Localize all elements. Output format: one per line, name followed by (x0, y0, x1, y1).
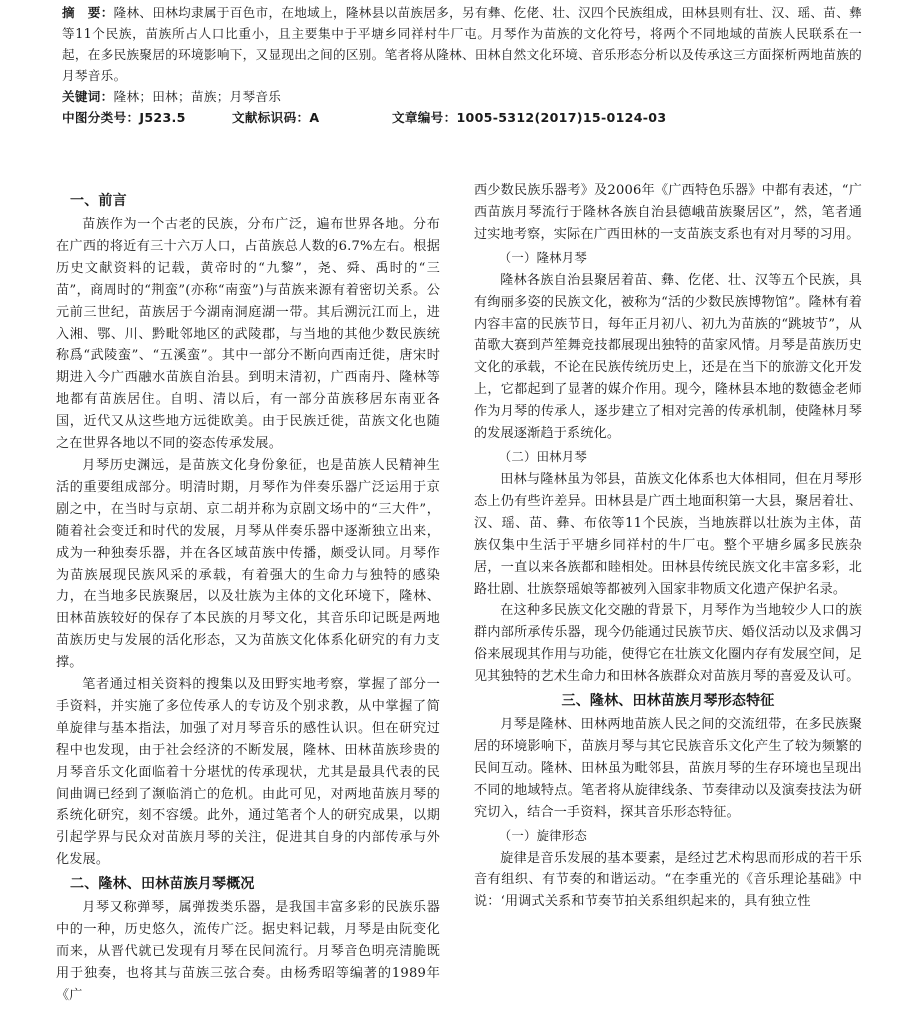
classification-row (62, 107, 862, 129)
paragraph: 苗族作为一个古老的民族，分布广泛，遍布世界各地。分布在广西的将近有三十六万人口，占苗族总人数的6.7%左右。根据历史文献资料的记载，黄帝时的“九黎”，尧、舜、禹时的“三苗”，商周时的“荆蛮”(亦称“南蛮”)与苗族来源有着密切关系。公元前三世纪，苗族居于今湖南洞庭湖一带。其后溯沅江而上，进入湘、鄂、川、黔毗邻地区的武陵郡，与当地的其他少数民族统称爲“武陵蛮”、“五溪蛮”。其中一部分不断向西南迁徙，唐宋时期进入今广西融水苗族自治县。到明末清初，广西南丹、隆林等地都有苗族居住。自明、清以后，有一部分苗族移居东南亚各国，近代又从这些地方远徙欧美。由于民族迁徙，苗族文化也随之在世界各地以不同的姿态传承发展。 (56, 217, 440, 452)
keywords-label: 关键词： (62, 89, 114, 104)
section-heading-form: 三、隆林、田林苗族月琴形态特征 (561, 693, 775, 710)
document-code: 文献标识码：A (232, 110, 320, 125)
right-column (474, 180, 862, 913)
abstract-label: 摘 要： (62, 5, 114, 20)
keywords-text: 隆林；田林；苗族；月琴音乐 (113, 89, 282, 104)
section-heading-intro: 一、前言 (70, 193, 127, 209)
abstract-text: 隆林、田林均隶属于百色市，在地域上，隆林县以苗族居多，另有彝、仡佬、壮、汉四个民族组成，田林县则有壮、汉、瑶、苗、彝等11个民族，苗族所占人口比重小，且主要集中于平塘乡同祥村牛厂屯。月琴作为苗族的文化符号，将两个不同地域的苗族人民联系在一起，在多民族聚居的环境影响下，又显现出之间的区别。笔者将从隆林、田林自然文化环境、音乐形态分析以及传承这三方面探析两地苗族的月琴音乐。 (62, 5, 863, 83)
paragraph: 月琴又称弹琴，属弹拨类乐器，是我国丰富多彩的民族乐器中的一种，历史悠久，流传广泛。据史料记载，月琴是由阮变化而来，从晋代就已发现有月琴在民间流行。月琴音色明亮清脆既用于独奏，也将其与苗族三弦合奏。由杨秀昭等编著的1989年《广 (56, 900, 440, 1003)
clc-number: 中图分类号：J523.5 (62, 110, 186, 125)
paragraph: 月琴是隆林、田林两地苗族人民之间的交流纽带，在多民族聚居的环境影响下，苗族月琴与其它民族音乐文化产生了较为频繁的民间互动。隆林、田林虽为毗邻县，苗族月琴的生存环境也呈现出不同的地域特点。笔者将从旋律线条、节奏律动以及演奏技法为研究切入，结合一手资料，探其音乐形态特征。 (474, 717, 862, 820)
subsection-heading-tianlin: （二）田林月琴 (498, 448, 587, 464)
abstract (62, 2, 862, 86)
paragraph: 隆林各族自治县聚居着苗、彝、仡佬、壮、汉等五个民族，具有绚丽多姿的民族文化，被称为“活的少数民族博物馆”。隆林有着内容丰富的民族节日，每年正月初八、初九为苗族的“跳坡节”，从苗歌大赛到芦笙舞竞技都展现出独特的苗家风情。月琴是苗族历史文化的承载，不论在民族传统历史上，还是在当下的旅游文化开发上，它都起到了显著的媒介作用。现今，隆林县本地的数德金老师作为月琴的传承人，逐步建立了相对完善的传承机制，使隆林月琴的发展逐渐趋于系统化。 (474, 272, 862, 442)
paragraph: 旋律是音乐发展的基本要素，是经过艺术构思而形成的若干乐音有组织、有节奏的和谐运动。“在李重光的《音乐理论基础》中说：‘用调式关系和节奏节拍关系组织起来的，具有独立性 (474, 850, 862, 910)
paragraph: 月琴历史渊远，是苗族文化身份象征，也是苗族人民精神生活的重要组成部分。明清时期，月琴作为伴奏乐器广泛运用于京剧之中，在当时与京胡、京二胡并称为京剧文场中的“三大件”，随着社会变迁和时代的发展，月琴从伴奏乐器中逐渐独立出来，成为一种独奏乐器，并在各区域苗族中传播，颇受认同。月琴作为苗族展现民族风采的承载，有着强大的生命力与独特的感染力，在当地多民族聚居，以及壮族为主体的文化环境下，隆林、田林苗族较好的保存了本民族的月琴文化，其音乐印记既是两地苗族历史与发展的活化形态，又为苗族文化体系化研究的有力支撑。 (56, 457, 440, 671)
paragraph: 田林与隆林虽为邻县，苗族文化体系也大体相同，但在月琴形态上仍有些许差异。田林县是广西土地面积第一大县，聚居着壮、汉、瑶、苗、彝、布依等11个民族，当地族群以壮族为主体，苗族仅集中生活于平塘乡同祥村的牛厂屯。整个平塘乡属多民族杂居，一直以来各族都和睦相处。田林县传统民族文化丰富多彩，北路壮剧、壮族祭瑶娘等都被列入国家非物质文化遗产保护名录。 (474, 471, 862, 597)
subsection-heading-melody: （一）旋律形态 (498, 827, 587, 843)
left-column (56, 188, 440, 1007)
article-number: 文章编号：1005-5312(2017)15-0124-03 (392, 110, 667, 125)
paragraph-continued: 西少数民族乐器考》及2006年《广西特色乐器》中都有表述，“广西苗族月琴流行于隆林各族自治县德峨苗族聚居区”，然，笔者通过实地考察，实际在广西田林的一支苗族支系也有对月琴的习用。 (474, 183, 862, 242)
section-heading-overview: 二、隆林、田林苗族月琴概况 (70, 876, 255, 893)
paragraph: 在这种多民族文化交融的背景下，月琴作为当地较少人口的族群内部所承传乐器，现今仍能通过民族节庆、婚仪活动以及求偶习俗来展现其作用与功能，使得它在壮族文化圈内存有发展空间，足见其独特的艺术生命力和田林各族群众对苗族月琴的喜爱及认可。 (474, 603, 862, 685)
abstract-block (62, 2, 862, 129)
subsection-heading-longlin: （一）隆林月琴 (498, 249, 587, 265)
paragraph: 笔者通过相关资料的搜集以及田野实地考察，掌握了部分一手资料，并实施了多位传承人的专访及个别求教，从中掌握了简单旋律与基本指法，加强了对月琴音乐的感性认识。但在研究过程中也发现，由于社会经济的不断发展，隆林、田林苗族珍贵的月琴音乐文化面临着十分堪忧的传承现状，尤其是最具代表的民间曲调已经到了濒临消亡的危机。由此可见，对两地苗族月琴的系统化研究，刻不容缓。此外，通过笔者个人的研究成果，以期引起学界与民众对苗族月琴的关注，促进其自身的内部传承与外化发展。 (56, 677, 440, 868)
keywords (62, 86, 862, 107)
